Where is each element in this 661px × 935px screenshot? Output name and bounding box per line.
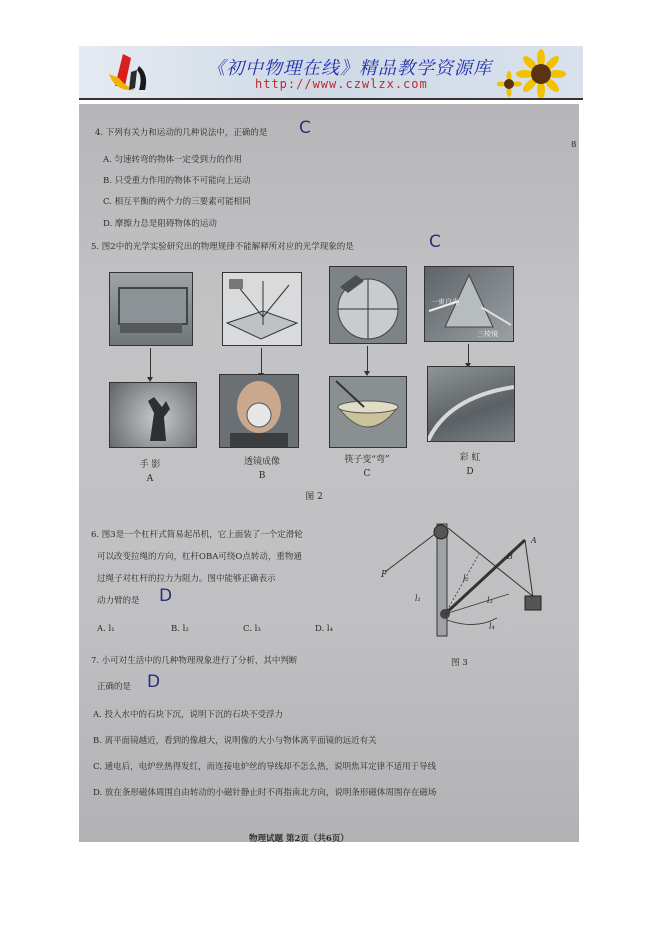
q5-stem: 5. 图2中的光学实验研究出的物理规律不能解释所对应的光学现象的是	[91, 242, 354, 252]
phenomenon-photo-shadow	[109, 382, 197, 448]
q6-option-b: B. l₂	[171, 624, 189, 634]
q5-answer: C	[429, 232, 441, 252]
diagram-label-f: F	[381, 570, 388, 580]
figure-3-lever-diagram	[375, 514, 565, 644]
q6-line-2: 可以改变拉绳的方向，杠杆OBA可绕O点转动，重物通	[97, 552, 302, 562]
q4-stem: 4. 下列有关力和运动的几种说法中，正确的是	[95, 128, 268, 138]
arrow-b	[261, 348, 262, 374]
exam-page-photo	[79, 104, 579, 842]
experiment-photo-a	[109, 272, 193, 346]
page-mark: 8	[571, 140, 577, 150]
arrow-a	[150, 348, 151, 378]
phenomenon-photo-chopsticks	[329, 376, 407, 448]
arrow-c	[367, 346, 368, 372]
q4-option-c: C. 相互平衡的两个力的三要素可能相同	[103, 197, 251, 207]
phenomenon-photo-rainbow	[427, 366, 515, 442]
q4-answer: C	[299, 118, 311, 138]
caption-a-letter: A	[146, 474, 154, 484]
diagram-label-b: B	[507, 552, 513, 561]
caption-a: 手 影	[139, 460, 161, 470]
q4-option-d: D. 摩擦力总是阻碍物体的运动	[103, 219, 217, 229]
q7-option-a: A. 投入水中的石块下沉，说明下沉的石块不受浮力	[93, 710, 284, 720]
arrow-d	[468, 344, 469, 364]
caption-c: 筷子变“弯”	[344, 455, 390, 465]
q7-stem-line-2: 正确的是	[97, 682, 132, 692]
figure-3-label: 图 3	[451, 658, 468, 668]
experiment-photo-d	[424, 266, 514, 342]
q7-stem-line-1: 7. 小可对生活中的几种物理现象进行了分析，其中判断	[91, 656, 298, 666]
prism-label: 三棱镜	[477, 330, 498, 338]
q7-option-d: D. 放在条形磁体周围自由转动的小磁针静止时不再指南北方向，说明条形磁体周围存在磁场	[93, 788, 437, 798]
q7-answer: D	[147, 672, 161, 692]
diagram-label-a: A	[531, 536, 537, 545]
caption-d: 彩 虹	[459, 453, 481, 463]
q6-line-4: 动力臂的是	[97, 596, 140, 606]
diagram-label-l4: l₄	[489, 622, 495, 631]
q4-option-a: A. 匀速转弯的物体一定受到力的作用	[103, 155, 243, 165]
experiment-photo-c	[329, 266, 407, 344]
q6-option-a: A. l₁	[97, 624, 115, 634]
diagram-label-l2: l₂	[463, 574, 469, 583]
q7-option-b: B. 离平面镜越近，看到的像越大，说明像的大小与物体离平面镜的远近有关	[93, 736, 377, 746]
banner-rule	[79, 98, 583, 100]
caption-c-letter: C	[363, 469, 371, 479]
figure-2-label: 图 2	[305, 492, 323, 502]
q6-line-3: 过绳子对杠杆的拉力为阻力。图中能够正确表示	[97, 574, 276, 584]
prism-light-label: 一束白光	[431, 298, 459, 306]
caption-d-letter: D	[466, 467, 474, 477]
phenomenon-photo-lens	[219, 374, 299, 448]
site-banner	[79, 46, 583, 98]
page-footer: 物理试题 第2页（共6页）	[249, 834, 349, 842]
experiment-photo-b	[222, 272, 302, 346]
site-logo	[105, 52, 153, 94]
caption-b-letter: B	[258, 471, 266, 481]
diagram-label-l1: l₁	[415, 594, 421, 603]
q6-option-c: C. l₃	[243, 624, 261, 634]
banner-title: 《初中物理在线》精品教学资源库	[207, 58, 492, 79]
q6-option-d: D. l₄	[315, 624, 334, 634]
q4-option-b: B. 只受重力作用的物体不可能向上运动	[103, 176, 251, 186]
q6-answer: D	[159, 586, 173, 606]
q7-option-c: C. 通电后，电炉丝热得发红，而连接电炉丝的导线却不怎么热，说明焦耳定律不适用于导线	[93, 762, 437, 772]
q6-line-1: 6. 图3是一个杠杆式简易起吊机，它上面装了一个定滑轮	[91, 530, 303, 540]
sunflower-icon	[497, 48, 577, 98]
banner-url[interactable]: http://www.czwlzx.com	[255, 77, 428, 91]
caption-b: 透镜成像	[243, 457, 280, 467]
diagram-label-l3: l₃	[487, 596, 493, 605]
